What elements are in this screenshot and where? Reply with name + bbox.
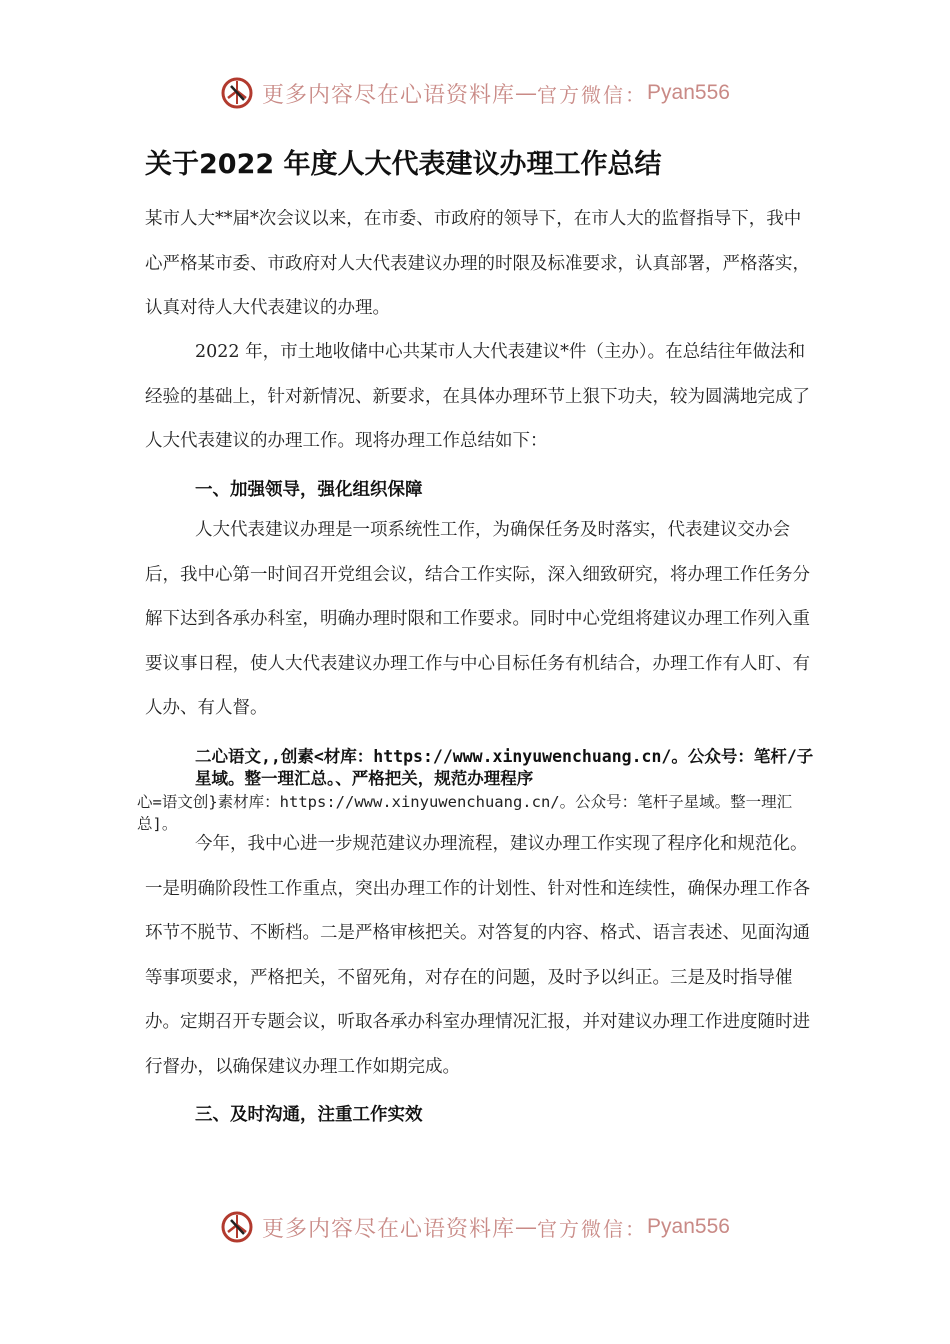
banner-text: 更多内容尽在心语资料库 (262, 82, 516, 108)
paragraph-2: 2022 年，市土地收储中心共某市人大代表建议*件（主办）。在总结往年做法和经验的基础上，针对新情况、新要求，在具体办理环节上狠下功夫，较为圆满地完成了人大代表建议的办理工作。现将办理工作总结如下： (145, 342, 810, 451)
watermark-plain-line: 心=语文创}素材库：https://www.xinyuwenchuang.cn/。公众号：笔杆子星域。整一理汇总]。 (137, 793, 793, 833)
header-banner (0, 68, 950, 118)
section-heading-1: 一、加强领导，强化组织保障 (195, 480, 423, 500)
banner-wechat-id: Pyan556 (647, 1215, 730, 1238)
banner-dash: — (515, 80, 538, 106)
banner-dash: — (515, 1214, 538, 1240)
banner-wechat-label: 官方微信： (537, 82, 648, 107)
footer-banner (0, 1202, 950, 1252)
book-pen-logo-icon (220, 1210, 254, 1244)
banner-wechat-label: 官方微信： (537, 1216, 648, 1241)
section-heading-3: 三、及时沟通，注重工作实效 (195, 1105, 423, 1125)
watermark-bold-line: 二心语文,,创素<材库：https://www.xinyuwenchuang.cn/。公众号：笔杆/子星域。整一理汇总。、严格把关，规范办理程序 (195, 747, 814, 788)
intro-paragraph: 某市人大**届*次会议以来，在市委、市政府的领导下，在市人大的监督指导下，我中心严格某市委、市政府对人大代表建议办理的时限及标准要求，认真部署，严格落实，认真对待人大代表建议的办理。 (145, 209, 810, 318)
paragraph-4: 今年，我中心进一步规范建议办理流程，建议办理工作实现了程序化和规范化。一是明确阶段性工作重点，突出办理工作的计划性、针对性和连续性，确保办理工作各环节不脱节、不断档。二是严格审核把关。对答复的内容、格式、语言表述、见面沟通等事项要求，严格把关，不留死角，对存在的问题，及时予以纠正。三是及时指导催办。定期召开专题会议，听取各承办科室办理情况汇报，并对建议办理工作进度随时进行督办，以确保建议办理工作如期完成。 (145, 834, 810, 1077)
book-pen-logo-icon (220, 76, 254, 110)
document-title: 关于2022 年度人大代表建议办理工作总结 (145, 149, 662, 180)
banner-text: 更多内容尽在心语资料库 (262, 1216, 516, 1242)
paragraph-3: 人大代表建议办理是一项系统性工作，为确保任务及时落实，代表建议交办会后，我中心第一时间召开党组会议，结合工作实际，深入细致研究，将办理工作任务分解下达到各承办科室，明确办理时限和工作要求。同时中心党组将建议办理工作列入重要议事日程，使人大代表建议办理工作与中心目标任务有机结合，办理工作有人盯、有人办、有人督。 (145, 520, 810, 718)
banner-wechat-id: Pyan556 (647, 81, 730, 104)
